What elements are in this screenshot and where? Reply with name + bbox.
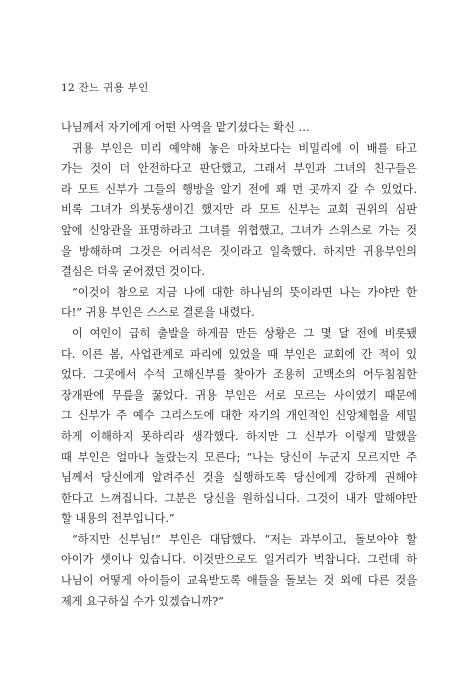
text-line: 한다고 느껴집니다. 그분은 당신을 원하십니다. 그것이 내가 말해야만 xyxy=(61,491,417,505)
text-line: 을 방해하며 그것은 어리석은 짓이라고 일축했다. 하지만 귀용부인의 xyxy=(61,244,417,258)
text-line: 그 신부가 주 예수 그리스도에 대한 자기의 개인적인 신앙체험을 세밀 xyxy=(61,409,417,423)
text-line: 결심은 더욱 굳어졌던 것이다. xyxy=(61,265,205,279)
text-line: 이 여인이 급히 출발을 하게끔 만든 상황은 그 몇 달 전에 비롯됐 xyxy=(72,326,417,340)
text-line: 나님이 어떻게 아이들이 교육받도록 애들을 돌보는 것 외에 다른 것을 xyxy=(61,574,417,588)
text-line: 귀용 부인은 미리 예약해 놓은 마차보다는 비밀리에 이 배를 타고 xyxy=(72,141,417,155)
text-line: 하게 이해하지 못하리라 생각했다. 하지만 그 신부가 이렇게 말했을 xyxy=(61,429,417,443)
text-line: 가는 것이 더 안전하다고 판단했고, 그래서 부인과 그녀의 친구들은 xyxy=(61,162,417,176)
text-line: 장개판에 무릎을 꿇었다. 귀용 부인은 서로 모르는 사이였기 때문에 xyxy=(61,388,417,402)
body-text xyxy=(61,118,417,612)
text-line: 제게 요구하실 수가 있겠습니까?” xyxy=(61,594,224,608)
text-line: 라 모트 신부가 그들의 행방을 알기 전에 꽤 먼 곳까지 갈 수 있었다. xyxy=(61,182,417,196)
text-line: 다. 이른 봄, 사업관계로 파리에 있었을 때 부인은 교회에 간 적이 있 xyxy=(61,347,417,361)
text-line: 다!” 귀용 부인은 스스로 결론을 내렸다. xyxy=(61,306,255,320)
text-line: 때 부인은 얼마나 놀랐는지 모른다; “나는 당신이 누군지 모르지만 주 xyxy=(61,450,417,464)
text-line: 할 내용의 전부입니다.” xyxy=(61,512,175,526)
text-line: 나님께서 자기에게 어떤 사역을 맡기셨다는 확신 … xyxy=(61,121,310,134)
text-line: 님께서 당신에게 알려주신 것을 실행하도록 당신에게 강하게 권해야 xyxy=(61,471,417,485)
text-line: “하지만 신부님!” 부인은 대답했다. “저는 과부이고, 돌보아야 할 xyxy=(72,532,417,546)
running-header: 12 잔느 귀용 부인 xyxy=(61,82,149,94)
text-line: 비록 그녀가 의붓동생이긴 했지만 라 모트 신부는 교회 권위의 심판 xyxy=(61,203,417,217)
text-line: 앞에 신앙관을 표명하라고 그녀를 위협했고, 그녀가 스위스로 가는 것 xyxy=(61,223,417,237)
text-line: “이것이 참으로 지금 나에 대한 하나님의 뜻이라면 나는 가야만 한 xyxy=(72,285,417,299)
text-line: 아이가 셋이나 있습니다. 이것만으로도 일거리가 벅찹니다. 그런데 하 xyxy=(61,553,417,567)
text-line: 었다. 그곳에서 수석 고해신부를 찾아가 조용히 고백소의 어두침침한 xyxy=(61,368,417,382)
